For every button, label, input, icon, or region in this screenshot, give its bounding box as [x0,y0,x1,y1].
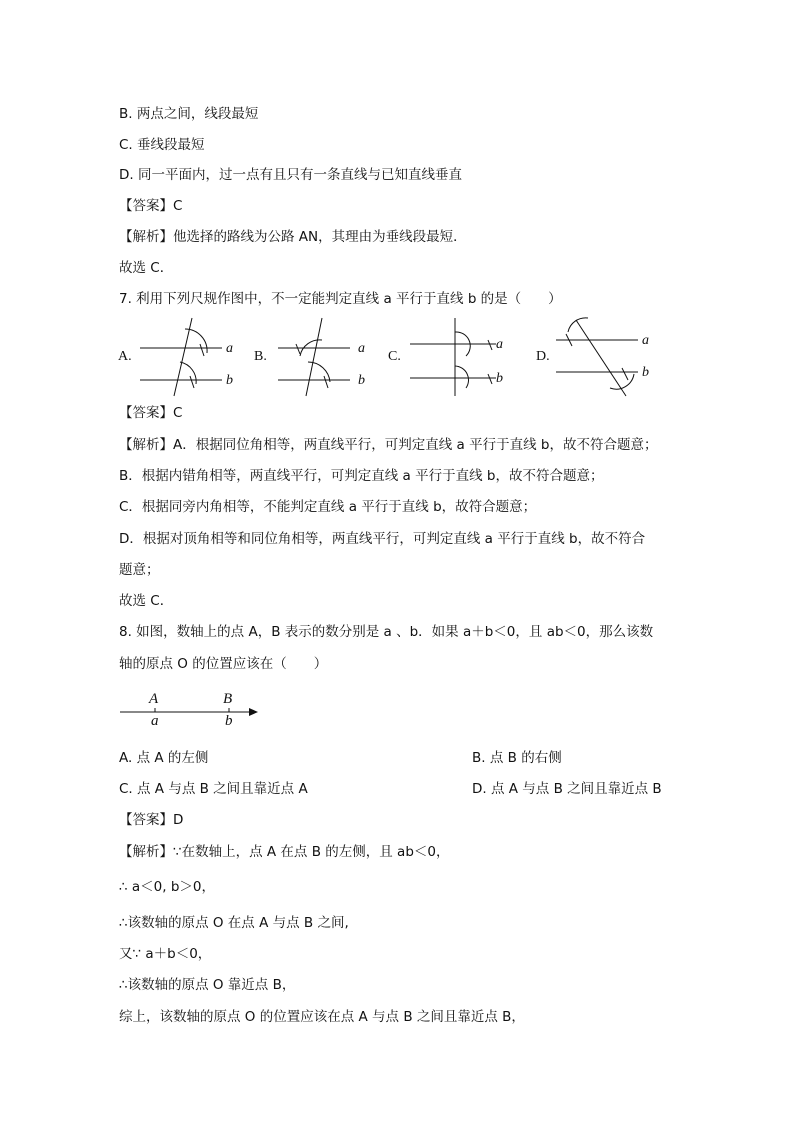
analysis-8-c: ∴该数轴的原点 O 在点 A 与点 B 之间, [119,915,349,931]
fig-label-b: b [642,365,649,380]
analysis-8-f: 综上，该数轴的原点 O 的位置应该在点 A 与点 B 之间且靠近点 B， [119,1009,525,1025]
fig-option-label: C. [388,349,401,364]
question-7-figure [110,312,670,397]
fig-label-a: a [496,337,503,352]
conclusion-7: 故选 C． [119,593,174,609]
q8-option-c: C. 点 A 与点 B 之间且靠近点 A [119,781,308,797]
fig-label-b: b [496,371,503,386]
fig-option-label: D. [536,349,550,364]
analysis-7-a: 【解析】A．根据同位角相等，两直线平行，可判定直线 a 平行于直线 b，故不符合题意； [119,437,658,453]
point-A-label: A [149,691,159,707]
option-d-line: D. 同一平面内，过一点有且只有一条直线与已知直线垂直 [119,167,462,183]
fig-label-a: a [358,341,365,356]
q8-option-d: D. 点 A 与点 B 之间且靠近点 B [472,781,662,797]
fig-label-b: b [226,373,233,388]
analysis-7-c: C．根据同旁内角相等，不能判定直线 a 平行于直线 b，故符合题意； [119,499,537,515]
fig-option-label: B. [254,349,267,364]
fig-c-arc [455,366,469,388]
answer-6: 【答案】C [119,198,183,214]
option-c-line: C. 垂线段最短 [119,137,205,153]
analysis-7-d: D．根据对顶角相等和同位角相等，两直线平行，可判定直线 a 平行于直线 b，故不符合 [119,531,646,547]
q8-option-a: A. 点 A 的左侧 [119,750,209,766]
conclusion-6: 故选 C． [119,260,174,276]
fig-label-a: a [642,333,649,348]
fig-a-arc [180,362,196,384]
fig-label-b: b [358,373,365,388]
point-B-label: B [223,691,233,707]
fig-label-a: a [226,341,233,356]
option-b-line: B. 两点之间，线段最短 [119,106,259,122]
value-a-label: a [151,713,159,728]
analysis-8-e: ∴该数轴的原点 O 靠近点 B， [119,977,296,993]
question-8: 8. 如图，数轴上的点 A，B 表示的数分别是 a 、b．如果 a＋b＜0，且 ab＜0，那么该数 [119,624,654,640]
fig-d-transversal [576,320,626,396]
analysis-6: 【解析】他选择的路线为公路 AN，其理由为垂线段最短． [119,229,467,245]
analysis-7-b: B．根据内错角相等，两直线平行，可判定直线 a 平行于直线 b，故不符合题意； [119,468,604,484]
analysis-8-d: 又∵ a＋b＜0， [119,946,212,962]
answer-7: 【答案】C [119,405,183,421]
number-line-figure [118,686,268,728]
answer-8: 【答案】D [119,812,184,828]
value-b-label: b [225,713,233,728]
question-7: 7. 利用下列尺规作图中，不一定能判定直线 a 平行于直线 b 的是（ ） [119,291,562,307]
fig-d-arc [568,318,588,332]
q8-option-b: B. 点 B 的右侧 [472,750,562,766]
analysis-8-a: 【解析】∵在数轴上，点 A 在点 B 的左侧，且 ab＜0， [119,844,450,860]
question-8-cont: 轴的原点 O 的位置应该在（ ） [119,656,328,672]
fig-b-transversal [306,318,322,396]
analysis-8-b: ∴ a＜0, b＞0， [119,879,215,895]
fig-option-label: A. [118,349,132,364]
analysis-7-d-cont: 题意； [119,562,160,578]
number-line-arrow [249,708,258,716]
